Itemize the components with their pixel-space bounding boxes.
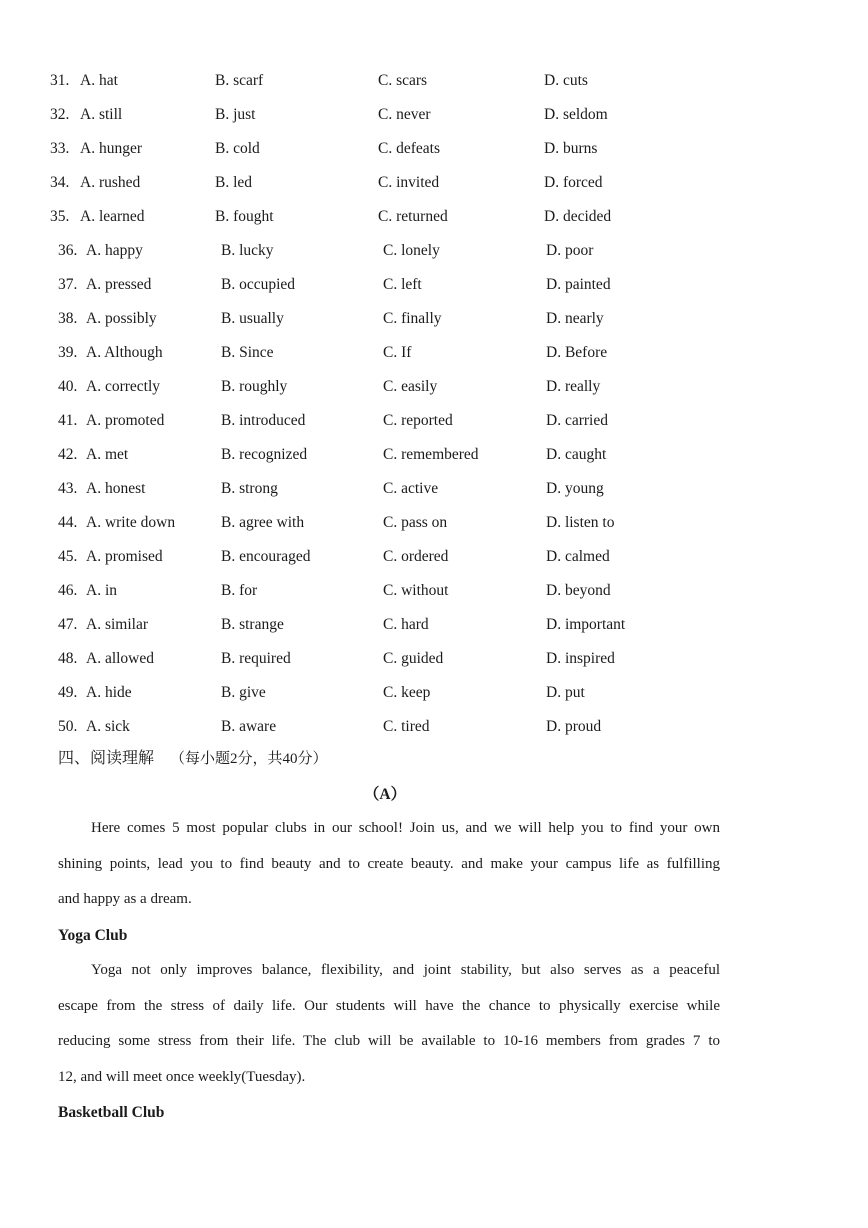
question-number: 37. xyxy=(58,276,78,293)
option-a: A. met xyxy=(86,446,129,463)
option-b: B. roughly xyxy=(221,378,288,395)
option-b: B. introduced xyxy=(221,412,306,429)
option-c: C. keep xyxy=(383,684,431,701)
option-a: A. allowed xyxy=(86,650,155,667)
question-row xyxy=(0,336,868,370)
option-c: C. guided xyxy=(383,650,444,667)
intro-line: Here comes 5 most popular clubs in our school! Join us, and we will help you to find your own xyxy=(91,820,720,836)
option-a: A. honest xyxy=(86,480,146,497)
option-d: D. painted xyxy=(546,276,611,293)
option-c: C. easily xyxy=(383,378,438,395)
option-c: C. without xyxy=(383,582,449,599)
option-b: B. occupied xyxy=(221,276,296,293)
option-c: C. never xyxy=(378,106,431,123)
question-row xyxy=(0,472,868,506)
question-number: 39. xyxy=(58,344,78,361)
question-row xyxy=(0,404,868,438)
yoga-text-line: Yoga not only improves balance, flexibility, and joint stability, but also serves as a peaceful xyxy=(91,962,720,978)
option-d: D. nearly xyxy=(546,310,604,327)
reading-passage xyxy=(58,811,720,1131)
option-d: D. seldom xyxy=(544,106,608,123)
question-row xyxy=(0,540,868,574)
option-c: C. reported xyxy=(383,412,453,429)
option-d: D. calmed xyxy=(546,548,610,565)
intro-line: shining points, lead you to find beauty and to create beauty. and make your campus life as fulfilling xyxy=(58,855,720,872)
option-b: B. just xyxy=(215,106,256,123)
option-b: B. aware xyxy=(221,718,277,735)
option-b: B. scarf xyxy=(215,72,264,89)
question-number: 42. xyxy=(58,446,78,463)
question-row xyxy=(0,64,868,98)
option-c: C. defeats xyxy=(378,140,440,157)
option-b: B. Since xyxy=(221,344,274,361)
question-row xyxy=(0,676,868,710)
option-c: C. remembered xyxy=(383,446,479,463)
section-title: 四、阅读理解 xyxy=(58,750,155,767)
option-d: D. carried xyxy=(546,412,608,429)
question-number: 32. xyxy=(50,106,70,123)
option-a: A. rushed xyxy=(80,174,141,191)
passage-label: （A） xyxy=(363,786,407,803)
question-row xyxy=(0,506,868,540)
option-d: D. inspired xyxy=(546,650,615,667)
question-number: 48. xyxy=(58,650,78,667)
yoga-text-line: escape from the stress of daily life. Our students will have the chance to physically exercise while xyxy=(58,997,720,1014)
option-d: D. really xyxy=(546,378,601,395)
question-number: 36. xyxy=(58,242,78,259)
club-heading-basketball: Basketball Club xyxy=(58,1104,165,1121)
option-a: A. still xyxy=(80,106,123,123)
question-row xyxy=(0,370,868,404)
question-number: 50. xyxy=(58,718,78,735)
option-d: D. decided xyxy=(544,208,612,225)
question-row xyxy=(0,710,868,744)
question-row xyxy=(0,608,868,642)
option-a: A. learned xyxy=(80,208,145,225)
option-d: D. burns xyxy=(544,140,598,157)
question-number: 43. xyxy=(58,480,78,497)
option-d: D. forced xyxy=(544,174,603,191)
option-d: D. young xyxy=(546,480,604,497)
option-a: A. Although xyxy=(86,344,163,361)
option-d: D. beyond xyxy=(546,582,611,599)
option-a: A. hunger xyxy=(80,140,142,157)
option-d: D. listen to xyxy=(546,514,615,531)
option-b: B. give xyxy=(221,684,266,701)
question-row xyxy=(0,642,868,676)
option-d: D. caught xyxy=(546,446,607,463)
option-b: B. led xyxy=(215,174,253,191)
option-c: C. returned xyxy=(378,208,448,225)
option-a: A. similar xyxy=(86,616,148,633)
option-b: B. lucky xyxy=(221,242,274,259)
yoga-text-line: 12, and will meet once weekly(Tuesday). xyxy=(58,1068,306,1085)
option-d: D. proud xyxy=(546,718,602,735)
intro-line: and happy as a dream. xyxy=(58,891,192,907)
option-a: A. sick xyxy=(86,718,130,735)
option-c: C. hard xyxy=(383,616,429,633)
option-b: B. cold xyxy=(215,140,260,157)
yoga-text-line: reducing some stress from their life. The club will be available to 10-16 members from grades 7 to xyxy=(58,1033,720,1049)
question-row xyxy=(0,234,868,268)
option-b: B. strong xyxy=(221,480,278,497)
question-number: 49. xyxy=(58,684,78,701)
option-c: C. If xyxy=(383,344,412,361)
option-a: A. pressed xyxy=(86,276,152,293)
question-number: 45. xyxy=(58,548,78,565)
option-c: C. scars xyxy=(378,72,428,89)
option-c: C. pass on xyxy=(383,514,448,531)
question-number: 35. xyxy=(50,208,70,225)
option-b: B. strange xyxy=(221,616,284,633)
question-row xyxy=(0,98,868,132)
option-b: B. fought xyxy=(215,208,274,225)
option-c: C. finally xyxy=(383,310,442,327)
section-heading xyxy=(58,742,558,776)
question-row xyxy=(0,200,868,234)
option-b: B. encouraged xyxy=(221,548,311,565)
club-heading-yoga: Yoga Club xyxy=(58,926,128,944)
option-c: C. tired xyxy=(383,718,430,735)
question-row xyxy=(0,166,868,200)
question-number: 44. xyxy=(58,514,78,531)
option-d: D. put xyxy=(546,684,585,701)
option-b: B. recognized xyxy=(221,446,308,463)
option-a: A. possibly xyxy=(86,310,157,327)
option-b: B. for xyxy=(221,582,258,599)
question-number: 33. xyxy=(50,140,70,157)
option-c: C. ordered xyxy=(383,548,449,565)
question-number: 38. xyxy=(58,310,78,327)
option-a: A. write down xyxy=(86,514,176,531)
section-score-note: （每小题2分，共40分） xyxy=(170,751,328,767)
option-c: C. active xyxy=(383,480,439,497)
question-row xyxy=(0,438,868,472)
option-c: C. left xyxy=(383,276,422,293)
option-c: C. invited xyxy=(378,174,440,191)
option-a: A. hat xyxy=(80,72,118,89)
option-a: A. promoted xyxy=(86,412,165,429)
option-b: B. usually xyxy=(221,310,284,327)
question-row xyxy=(0,302,868,336)
option-c: C. lonely xyxy=(383,242,440,259)
option-d: D. Before xyxy=(546,344,608,361)
question-number: 47. xyxy=(58,616,78,633)
question-number: 41. xyxy=(58,412,78,429)
option-b: B. agree with xyxy=(221,514,305,531)
option-a: A. hide xyxy=(86,684,132,701)
question-row xyxy=(0,268,868,302)
option-b: B. required xyxy=(221,650,291,667)
question-number: 34. xyxy=(50,174,70,191)
question-number: 31. xyxy=(50,72,70,89)
question-number: 46. xyxy=(58,582,78,599)
option-d: D. cuts xyxy=(544,72,588,89)
question-row xyxy=(0,574,868,608)
option-a: A. correctly xyxy=(86,378,161,395)
option-d: D. important xyxy=(546,616,626,633)
option-d: D. poor xyxy=(546,242,594,259)
option-a: A. promised xyxy=(86,548,163,565)
question-number: 40. xyxy=(58,378,78,395)
question-row xyxy=(0,132,868,166)
option-a: A. in xyxy=(86,582,117,599)
option-a: A. happy xyxy=(86,242,143,259)
